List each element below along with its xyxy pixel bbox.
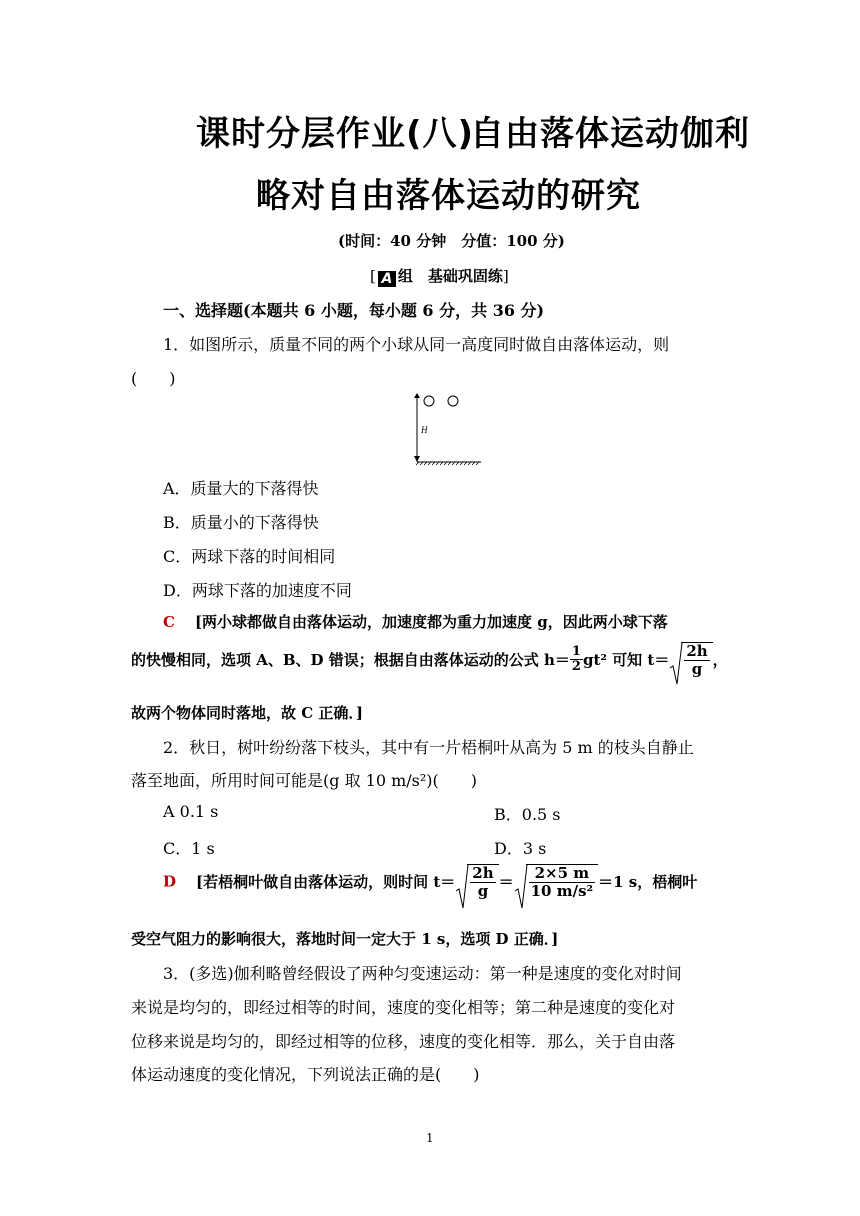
q1-sqrt-expression bbox=[669, 642, 712, 677]
fraction-denominator: 2 bbox=[571, 659, 581, 674]
page-title-line1b: 自由落体运动伽利 bbox=[470, 114, 750, 154]
page-title-line1a: 课时分层作业(八) bbox=[196, 114, 475, 154]
q1-solution-text2a: 的快慢相同，选项 A、B、D 错误；根据自由落体运动的公式 h＝ bbox=[131, 651, 570, 669]
q2-solution-line1 bbox=[163, 864, 697, 899]
q2-sqrt-expression-2 bbox=[514, 864, 598, 899]
section-heading-title: 一、选择题 bbox=[163, 301, 244, 320]
q1-answer: C bbox=[163, 613, 175, 631]
q2-equals: ＝ bbox=[498, 873, 514, 891]
group-label-text: 组 基础巩固练 bbox=[397, 267, 503, 285]
q2-option-a: A 0.1 s bbox=[163, 802, 219, 821]
q2-stem-line2: 落至地面，所用时间可能是(g 取 10 m/s²)( ) bbox=[131, 771, 478, 790]
figure-height-label: H bbox=[421, 425, 428, 435]
section-heading-desc: (本题共 6 小题，每小题 6 分，共 36 分) bbox=[243, 301, 545, 320]
page-number: 1 bbox=[426, 1131, 434, 1145]
q2-option-d: D．3 s bbox=[494, 839, 547, 858]
section-heading bbox=[163, 298, 544, 321]
q1-solution-line3: 故两个物体同时落地，故 C 正确．] bbox=[131, 704, 363, 722]
q1-option-a: A．质量大的下落得快 bbox=[163, 479, 319, 498]
q2-solution-text1a: [若梧桐叶做自由落体运动，则时间 t＝ bbox=[196, 873, 456, 891]
q2-answer: D bbox=[163, 872, 177, 891]
q1-stem-line1: 1．如图所示，质量不同的两个小球从同一高度同时做自由落体运动，则 bbox=[163, 335, 670, 354]
q3-stem-line4: 体运动速度的变化情况，下列说法正确的是( ) bbox=[131, 1065, 480, 1084]
group-label: [ A 组 基础巩固练] bbox=[370, 267, 509, 287]
sqrt2-denominator: 10 m/s² bbox=[530, 881, 594, 900]
sqrt1-numerator: 2h bbox=[472, 864, 494, 882]
q1-option-d: D．两球下落的加速度不同 bbox=[163, 581, 352, 600]
q1-solution-text1: [两小球都做自由落体运动，加速度都为重力加速度 g，因此两小球下落 bbox=[194, 613, 668, 631]
q1-stem-line2: ( ) bbox=[131, 369, 176, 388]
q1-solution-text2b: gt² 可知 t＝ bbox=[582, 651, 670, 669]
sqrt2-numerator: 2×5 m bbox=[529, 865, 595, 883]
q1-solution-text2c: ， bbox=[712, 651, 728, 669]
q1-option-c: C．两球下落的时间相同 bbox=[163, 547, 336, 566]
q1-solution-line2 bbox=[131, 642, 728, 677]
q3-stem-line3: 位移来说是均匀的，即经过相等的位移，速度的变化相等．那么，关于自由落 bbox=[131, 1032, 676, 1051]
q2-stem-line1: 2．秋日，树叶纷纷落下枝头，其中有一片梧桐叶从高为 5 m 的枝头自静止 bbox=[163, 738, 694, 757]
q1-option-b: B．质量小的下落得快 bbox=[163, 513, 319, 532]
falling-balls-figure bbox=[405, 390, 490, 466]
q3-stem-line2: 来说是均匀的，即经过相等的时间，速度的变化相等；第二种是速度的变化对 bbox=[131, 998, 676, 1017]
q1-solution-line1 bbox=[163, 611, 668, 632]
sqrt-denominator: g bbox=[691, 659, 703, 678]
q1-formula-fraction bbox=[570, 645, 583, 675]
time-score-info: (时间：40 分钟 分值：100 分) bbox=[338, 232, 565, 250]
q2-solution-text1b: ＝1 s，梧桐叶 bbox=[598, 873, 698, 891]
sqrt-numerator: 2h bbox=[686, 642, 708, 660]
q2-sqrt-expression-1 bbox=[455, 864, 498, 899]
q2-solution-line2: 受空气阻力的影响很大，落地时间一定大于 1 s，选项 D 正确．] bbox=[131, 930, 559, 948]
group-a-badge: A bbox=[378, 271, 396, 287]
q2-option-c: C．1 s bbox=[163, 839, 215, 858]
q3-stem-line1: 3．(多选)伽利略曾经假设了两种匀变速运动：第一种是速度的变化对时间 bbox=[163, 964, 682, 983]
sqrt1-denominator: g bbox=[477, 881, 489, 900]
fraction-numerator: 1 bbox=[571, 643, 581, 659]
page-title-line2: 略对自由落体运动的研究 bbox=[256, 176, 641, 216]
q2-option-b: B．0.5 s bbox=[494, 805, 561, 824]
